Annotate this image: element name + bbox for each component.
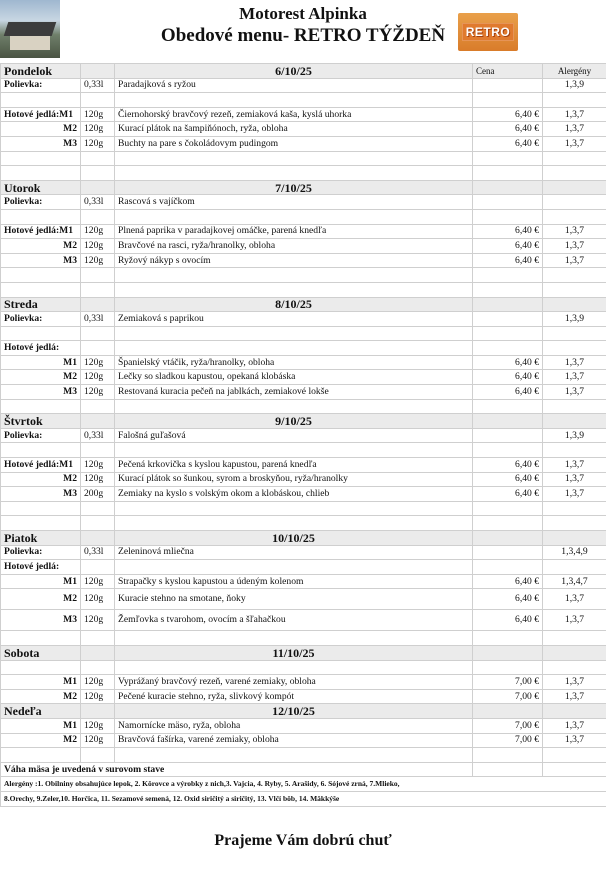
empty-row — [1, 209, 606, 224]
meal-price: 7,00 € — [473, 675, 543, 690]
meal-allergens: 1,3,7 — [543, 355, 606, 370]
meal-quantity: 120g — [81, 610, 115, 631]
empty-cell — [81, 326, 115, 341]
soup-row — [1, 78, 606, 93]
menu-table — [0, 63, 606, 807]
meal-row — [1, 355, 606, 370]
empty-cell — [81, 748, 115, 763]
empty-row — [1, 93, 606, 108]
meal-row — [1, 574, 606, 589]
day-date: 9/10/25 — [115, 414, 473, 429]
empty-cell — [81, 268, 115, 283]
empty-cell — [81, 443, 115, 458]
soup-row — [1, 428, 606, 443]
meal-quantity: 120g — [81, 107, 115, 122]
meal-price: 6,40 € — [473, 610, 543, 631]
empty-cell — [543, 93, 606, 108]
meal-allergens: 1,3,7 — [543, 718, 606, 733]
retro-logo-text: RETRO — [462, 23, 515, 41]
soup-quantity: 0,33l — [81, 312, 115, 327]
day-date: 7/10/25 — [115, 180, 473, 195]
meal-price: 6,40 € — [473, 122, 543, 137]
meal-row — [1, 487, 606, 502]
meal-price: 6,40 € — [473, 385, 543, 400]
day-date: 12/10/25 — [115, 704, 473, 719]
retro-logo — [458, 13, 518, 51]
empty-cell — [115, 282, 473, 297]
meal-code: M2 — [1, 733, 81, 748]
soup-price-cell — [473, 545, 543, 560]
soup-name: Zeleninová mliečna — [115, 545, 473, 560]
empty-cell — [1, 399, 81, 414]
soup-price-cell — [473, 312, 543, 327]
price-column-header: Cena — [473, 64, 543, 79]
meal-name: Španielský vtáčik, ryža/hranolky, obloha — [115, 355, 473, 370]
soup-allergens: 1,3,9 — [543, 78, 606, 93]
soup-name: Falošná guľašová — [115, 428, 473, 443]
meal-allergens: 1,3,7 — [543, 589, 606, 610]
day-name: Utorok — [1, 180, 81, 195]
empty-cell — [473, 443, 543, 458]
meal-quantity: 120g — [81, 224, 115, 239]
day-name: Štvrtok — [1, 414, 81, 429]
meal-row — [1, 675, 606, 690]
meal-name: Kurací plátok so šunkou, syrom a broskyňou, ryža/hranolky — [115, 472, 473, 487]
meal-row — [1, 107, 606, 122]
day-price-cell — [473, 180, 543, 195]
meal-row — [1, 385, 606, 400]
empty-cell — [1, 93, 81, 108]
empty-cell — [115, 399, 473, 414]
day-qty-cell — [81, 414, 115, 429]
meal-row — [1, 718, 606, 733]
soup-label: Polievka: — [1, 78, 81, 93]
day-alg-cell — [543, 645, 606, 660]
empty-cell — [473, 268, 543, 283]
empty-cell — [115, 268, 473, 283]
meal-allergens: 1,3,7 — [543, 472, 606, 487]
meal-code: M3 — [1, 253, 81, 268]
meal-price: 6,40 € — [473, 253, 543, 268]
meal-row — [1, 610, 606, 631]
empty-cell — [543, 268, 606, 283]
meal-quantity: 120g — [81, 733, 115, 748]
meal-code: M2 — [1, 472, 81, 487]
meal-name: Čiernohorský bravčový rezeň, zemiaková kaša, kyslá uhorka — [115, 107, 473, 122]
day-price-cell — [473, 531, 543, 546]
empty-row — [1, 268, 606, 283]
empty-row — [1, 166, 606, 181]
empty-cell — [81, 399, 115, 414]
meal-price: 7,00 € — [473, 689, 543, 704]
meal-name: Kuracie stehno na smotane, ňoky — [115, 589, 473, 610]
meal-price: 6,40 € — [473, 224, 543, 239]
day-header-row — [1, 531, 606, 546]
meal-code: M1 — [1, 718, 81, 733]
empty-cell — [543, 151, 606, 166]
meal-name: Pečené kuracie stehno, ryža, slivkový kompót — [115, 689, 473, 704]
empty-cell — [473, 326, 543, 341]
soup-row — [1, 312, 606, 327]
day-header-row — [1, 64, 606, 79]
meal-quantity: 120g — [81, 675, 115, 690]
allergen-legend-line-2: 8.Orechy, 9.Zeler,10. Horčica, 11. Sezamové semená, 12. Oxid siričitý a siričitý, 13. Vlčí bôb, 14. Mäkkýše — [1, 791, 606, 806]
empty-row — [1, 399, 606, 414]
empty-cell — [1, 443, 81, 458]
day-alg-cell — [543, 297, 606, 312]
soup-price-cell — [473, 195, 543, 210]
soup-quantity: 0,33l — [81, 545, 115, 560]
day-price-cell — [473, 414, 543, 429]
empty-cell — [115, 560, 473, 575]
empty-cell — [473, 762, 543, 777]
meal-allergens: 1,3,4,7 — [543, 574, 606, 589]
day-date: 10/10/25 — [115, 531, 473, 546]
meal-price: 6,40 € — [473, 574, 543, 589]
allergen-legend-line-1: Alergény :1. Obilniny obsahujúce lepok, 2. Kôrovce a výrobky z nich,3. Vajcia, 4. Ryby, 5. Arašidy, 6. Sójové zrná, 7.Mlieko, — [1, 777, 606, 792]
day-alg-cell — [543, 531, 606, 546]
soup-quantity: 0,33l — [81, 195, 115, 210]
meal-code: M2 — [1, 589, 81, 610]
day-qty-cell — [81, 64, 115, 79]
meal-row — [1, 589, 606, 610]
empty-cell — [81, 516, 115, 531]
meal-quantity: 120g — [81, 355, 115, 370]
empty-cell — [81, 660, 115, 675]
day-name: Streda — [1, 297, 81, 312]
empty-cell — [81, 93, 115, 108]
meal-quantity: 120g — [81, 239, 115, 254]
empty-cell — [543, 209, 606, 224]
menu-body — [1, 64, 606, 807]
day-header-row — [1, 704, 606, 719]
meal-allergens: 1,3,7 — [543, 370, 606, 385]
empty-cell — [543, 341, 606, 356]
meal-name: Strapačky s kyslou kapustou a údeným kolenom — [115, 574, 473, 589]
meal-code: Hotové jedlá:M1 — [1, 224, 81, 239]
day-price-cell — [473, 297, 543, 312]
menu-header — [0, 0, 606, 62]
meal-code: M1 — [1, 675, 81, 690]
meal-price: 6,40 € — [473, 136, 543, 151]
day-qty-cell — [81, 297, 115, 312]
meal-quantity: 200g — [81, 487, 115, 502]
meal-allergens: 1,3,7 — [543, 136, 606, 151]
meal-code: M3 — [1, 385, 81, 400]
empty-cell — [115, 443, 473, 458]
allergens-column-header: Alergény — [543, 64, 606, 79]
meal-name: Ryžový nákyp s ovocím — [115, 253, 473, 268]
meal-code: M2 — [1, 122, 81, 137]
empty-cell — [543, 326, 606, 341]
empty-cell — [473, 209, 543, 224]
meal-name: Restovaná kuracia pečeň na jablkách, zemiakové lokše — [115, 385, 473, 400]
meal-name: Žemľovka s tvarohom, ovocím a šľahačkou — [115, 610, 473, 631]
empty-cell — [81, 151, 115, 166]
soup-row — [1, 195, 606, 210]
meal-row — [1, 253, 606, 268]
meal-name: Pečená krkovička s kyslou kapustou, parená knedľa — [115, 458, 473, 473]
empty-cell — [473, 560, 543, 575]
empty-cell — [1, 326, 81, 341]
meal-price: 6,40 € — [473, 355, 543, 370]
day-qty-cell — [81, 645, 115, 660]
meal-price: 7,00 € — [473, 718, 543, 733]
day-price-cell — [473, 645, 543, 660]
soup-allergens — [543, 195, 606, 210]
empty-cell — [1, 631, 81, 646]
meal-name: Bravčové na rasci, ryža/hranolky, obloha — [115, 239, 473, 254]
soup-quantity: 0,33l — [81, 428, 115, 443]
meal-name: Namornícke mäso, ryža, obloha — [115, 718, 473, 733]
empty-cell — [1, 501, 81, 516]
meal-price: 7,00 € — [473, 733, 543, 748]
meal-allergens: 1,3,7 — [543, 122, 606, 137]
meal-quantity: 120g — [81, 122, 115, 137]
empty-cell — [1, 268, 81, 283]
meal-quantity: 120g — [81, 472, 115, 487]
meal-row — [1, 472, 606, 487]
meal-allergens: 1,3,7 — [543, 689, 606, 704]
empty-row — [1, 326, 606, 341]
meal-price: 6,40 € — [473, 458, 543, 473]
soup-label: Polievka: — [1, 312, 81, 327]
meal-quantity: 120g — [81, 718, 115, 733]
main-dishes-label: Hotové jedlá: — [1, 341, 81, 356]
empty-cell — [543, 501, 606, 516]
allergen-note-row — [1, 777, 606, 792]
soup-label: Polievka: — [1, 195, 81, 210]
empty-cell — [543, 443, 606, 458]
empty-row — [1, 151, 606, 166]
empty-cell — [543, 660, 606, 675]
meal-code: M2 — [1, 370, 81, 385]
empty-cell — [81, 282, 115, 297]
meal-allergens: 1,3,7 — [543, 733, 606, 748]
weight-note-row — [1, 762, 606, 777]
meal-quantity: 120g — [81, 253, 115, 268]
meal-name: Zemiaky na kyslo s volským okom a klobáskou, chlieb — [115, 487, 473, 502]
restaurant-name: Motorest Alpinka — [239, 4, 367, 23]
day-qty-cell — [81, 704, 115, 719]
meal-code: M2 — [1, 689, 81, 704]
empty-cell — [473, 631, 543, 646]
meal-allergens: 1,3,7 — [543, 253, 606, 268]
empty-cell — [115, 516, 473, 531]
empty-cell — [1, 282, 81, 297]
day-alg-cell — [543, 180, 606, 195]
menu-title: Obedové menu- RETRO TÝŽDEŇ — [160, 25, 446, 46]
empty-cell — [81, 341, 115, 356]
day-alg-cell — [543, 414, 606, 429]
meal-price: 6,40 € — [473, 589, 543, 610]
empty-row — [1, 443, 606, 458]
empty-cell — [543, 560, 606, 575]
empty-cell — [543, 748, 606, 763]
meal-code: Hotové jedlá:M1 — [1, 107, 81, 122]
empty-cell — [473, 282, 543, 297]
empty-cell — [1, 660, 81, 675]
meal-price: 6,40 € — [473, 472, 543, 487]
empty-cell — [115, 341, 473, 356]
empty-cell — [115, 151, 473, 166]
empty-cell — [115, 748, 473, 763]
empty-cell — [473, 399, 543, 414]
soup-allergens: 1,3,9 — [543, 428, 606, 443]
main-label-row — [1, 341, 606, 356]
empty-row — [1, 501, 606, 516]
main-dishes-label: Hotové jedlá: — [1, 560, 81, 575]
meal-code: M1 — [1, 355, 81, 370]
empty-cell — [473, 166, 543, 181]
empty-cell — [115, 209, 473, 224]
meal-quantity: 120g — [81, 589, 115, 610]
meal-code: M3 — [1, 610, 81, 631]
meal-name: Vyprážaný bravčový rezeň, varené zemiaky, obloha — [115, 675, 473, 690]
meal-quantity: 120g — [81, 689, 115, 704]
soup-name: Paradajková s ryžou — [115, 78, 473, 93]
empty-row — [1, 282, 606, 297]
empty-cell — [543, 282, 606, 297]
empty-row — [1, 660, 606, 675]
empty-cell — [473, 516, 543, 531]
day-price-cell — [473, 704, 543, 719]
empty-cell — [115, 631, 473, 646]
meal-price: 6,40 € — [473, 487, 543, 502]
day-header-row — [1, 297, 606, 312]
meal-name: Bravčová fašírka, varené zemiaky, obloha — [115, 733, 473, 748]
meal-row — [1, 458, 606, 473]
soup-price-cell — [473, 428, 543, 443]
empty-row — [1, 631, 606, 646]
empty-cell — [543, 516, 606, 531]
empty-cell — [81, 209, 115, 224]
empty-cell — [115, 660, 473, 675]
meal-allergens: 1,3,7 — [543, 239, 606, 254]
meal-allergens: 1,3,7 — [543, 107, 606, 122]
meal-allergens: 1,3,7 — [543, 458, 606, 473]
soup-allergens: 1,3,4,9 — [543, 545, 606, 560]
meal-row — [1, 370, 606, 385]
empty-cell — [81, 631, 115, 646]
meal-code: M1 — [1, 574, 81, 589]
meal-allergens: 1,3,7 — [543, 610, 606, 631]
empty-cell — [1, 209, 81, 224]
empty-row — [1, 748, 606, 763]
empty-cell — [1, 516, 81, 531]
meal-name: Plnená paprika v paradajkovej omáčke, parená knedľa — [115, 224, 473, 239]
empty-cell — [473, 93, 543, 108]
empty-cell — [473, 660, 543, 675]
soup-label: Polievka: — [1, 545, 81, 560]
meal-row — [1, 733, 606, 748]
day-header-row — [1, 645, 606, 660]
meal-price: 6,40 € — [473, 239, 543, 254]
footer-greeting: Prajeme Vám dobrú chuť — [214, 832, 392, 849]
soup-name: Rascová s vajíčkom — [115, 195, 473, 210]
meal-row — [1, 122, 606, 137]
day-alg-cell — [543, 704, 606, 719]
empty-cell — [81, 501, 115, 516]
empty-cell — [473, 748, 543, 763]
day-name: Nedeľa — [1, 704, 81, 719]
meal-row — [1, 689, 606, 704]
empty-cell — [473, 341, 543, 356]
meal-code: Hotové jedlá:M1 — [1, 458, 81, 473]
meal-code: M2 — [1, 239, 81, 254]
empty-cell — [543, 399, 606, 414]
soup-allergens: 1,3,9 — [543, 312, 606, 327]
empty-cell — [1, 151, 81, 166]
empty-cell — [115, 93, 473, 108]
soup-quantity: 0,33l — [81, 78, 115, 93]
empty-cell — [543, 631, 606, 646]
day-header-row — [1, 180, 606, 195]
meal-quantity: 120g — [81, 385, 115, 400]
empty-cell — [115, 326, 473, 341]
day-qty-cell — [81, 180, 115, 195]
empty-row — [1, 516, 606, 531]
meal-code: M3 — [1, 487, 81, 502]
empty-cell — [473, 151, 543, 166]
meal-allergens: 1,3,7 — [543, 487, 606, 502]
empty-cell — [1, 748, 81, 763]
day-qty-cell — [81, 531, 115, 546]
empty-cell — [473, 501, 543, 516]
meal-row — [1, 136, 606, 151]
day-date: 6/10/25 — [115, 64, 473, 79]
meal-name: Buchty na pare s čokoládovym pudingom — [115, 136, 473, 151]
empty-cell — [81, 560, 115, 575]
empty-cell — [1, 166, 81, 181]
soup-label: Polievka: — [1, 428, 81, 443]
meal-name: Kurací plátok na šampiňónoch, ryža, obloha — [115, 122, 473, 137]
meal-quantity: 120g — [81, 458, 115, 473]
day-date: 11/10/25 — [115, 645, 473, 660]
meal-allergens: 1,3,7 — [543, 675, 606, 690]
empty-cell — [543, 762, 606, 777]
empty-cell — [81, 166, 115, 181]
meal-allergens: 1,3,7 — [543, 385, 606, 400]
empty-cell — [115, 501, 473, 516]
weight-note: Váha mäsa je uvedená v surovom stave — [1, 762, 473, 777]
meal-row — [1, 239, 606, 254]
meal-allergens: 1,3,7 — [543, 224, 606, 239]
meal-price: 6,40 € — [473, 370, 543, 385]
main-label-row — [1, 560, 606, 575]
meal-code: M3 — [1, 136, 81, 151]
day-name: Sobota — [1, 645, 81, 660]
meal-price: 6,40 € — [473, 107, 543, 122]
allergen-note-row — [1, 791, 606, 806]
meal-quantity: 120g — [81, 136, 115, 151]
meal-name: Lečky so sladkou kapustou, opekaná klobáska — [115, 370, 473, 385]
day-date: 8/10/25 — [115, 297, 473, 312]
day-name: Piatok — [1, 531, 81, 546]
soup-name: Zemiaková s paprikou — [115, 312, 473, 327]
meal-quantity: 120g — [81, 574, 115, 589]
meal-row — [1, 224, 606, 239]
empty-cell — [543, 166, 606, 181]
soup-price-cell — [473, 78, 543, 93]
day-name: Pondelok — [1, 64, 81, 79]
day-header-row — [1, 414, 606, 429]
empty-cell — [115, 166, 473, 181]
soup-row — [1, 545, 606, 560]
meal-quantity: 120g — [81, 370, 115, 385]
